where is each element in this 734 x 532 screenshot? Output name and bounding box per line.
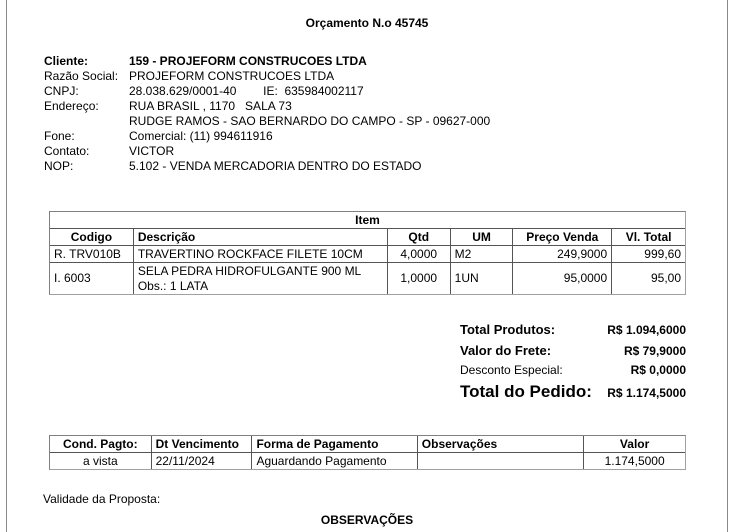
total-pedido-value: R$ 1.174,5000 — [607, 386, 686, 400]
payment-header-row — [50, 436, 685, 453]
header-codigo: Codigo — [50, 229, 134, 246]
cnpj-row — [44, 84, 490, 99]
desconto-row — [460, 363, 686, 382]
items-header-row — [50, 229, 685, 246]
fone-row — [44, 129, 490, 144]
items-caption: Item — [50, 212, 685, 229]
header-descricao: Descrição — [134, 229, 388, 246]
client-row — [44, 54, 490, 69]
fone-label: Fone: — [44, 129, 75, 143]
cell-um: 1UN — [451, 263, 514, 294]
cnpj-label: CNPJ: — [44, 84, 79, 98]
header-cond-pagto: Cond. Pagto: — [50, 436, 152, 453]
total-produtos-value: R$ 1.094,6000 — [607, 323, 686, 337]
nop-value: 5.102 - VENDA MERCADORIA DENTRO DO ESTADO — [129, 159, 422, 173]
cell-forma-pagamento: Aguardando Pagamento — [252, 453, 417, 469]
endereco-row — [44, 99, 490, 114]
cell-preco: 249,9000 — [513, 246, 612, 263]
header-vl-total: Vl. Total — [612, 229, 685, 246]
page-title: Orçamento N.o 45745 — [305, 16, 429, 30]
endereco-line2-label — [44, 114, 129, 129]
desconto-value: R$ 0,0000 — [630, 363, 686, 377]
cell-descricao-text: SELA PEDRA HIDROFULGANTE 900 ML — [137, 263, 362, 278]
cell-descricao: TRAVERTINO ROCKFACE FILETE 10CM — [134, 246, 388, 263]
cell-observacoes — [418, 453, 584, 469]
table-row — [50, 246, 685, 263]
cell-total: 95,00 — [650, 271, 681, 285]
header-dt-vencimento: Dt Vencimento — [152, 436, 253, 453]
total-pedido-label: Total do Pedido: — [460, 382, 592, 401]
items-caption-row — [50, 212, 685, 229]
valor-frete-row — [460, 343, 686, 363]
valor-frete-label: Valor do Frete: — [460, 343, 552, 358]
razao-social-label: Razão Social: — [44, 69, 119, 83]
endereco-line2-row — [44, 114, 490, 129]
cell-valor: 1.174,5000 — [604, 453, 665, 468]
payment-table — [49, 435, 686, 470]
nop-row — [44, 159, 490, 174]
contato-value: VICTOR — [129, 144, 175, 158]
items-table — [49, 211, 686, 295]
cell-codigo: R. TRV010B — [50, 246, 134, 263]
header-forma-pagamento: Forma de Pagamento — [252, 436, 417, 453]
endereco-line2-value: RUDGE RAMOS - SAO BERNARDO DO CAMPO - SP - 09627-000 — [129, 114, 491, 128]
total-produtos-row — [460, 322, 686, 343]
cell-descricao — [134, 263, 388, 294]
contato-row — [44, 144, 490, 159]
page-left-border — [6, 0, 7, 532]
cell-codigo: I. 6003 — [50, 263, 134, 294]
header-um: UM — [451, 229, 514, 246]
header-qtd: Qtd — [388, 229, 451, 246]
table-row — [50, 453, 685, 469]
valor-frete-value: R$ 79,9000 — [623, 344, 686, 358]
cell-dt-vencimento: 22/11/2024 — [152, 453, 253, 469]
endereco-value: RUA BRASIL , 1170 SALA 73 — [129, 99, 292, 113]
fone-value: Comercial: (11) 994611916 — [129, 129, 273, 143]
client-value: 159 - PROJEFORM CONSTRUCOES LTDA — [129, 54, 367, 68]
client-label: Cliente: — [44, 54, 89, 68]
header-observacoes: Observações — [418, 436, 584, 453]
desconto-label: Desconto Especial: — [460, 363, 563, 377]
validade-label: Validade da Proposta: — [43, 492, 161, 506]
total-pedido-row — [460, 382, 686, 402]
total-produtos-label: Total Produtos: — [460, 322, 556, 337]
contato-label: Contato: — [44, 144, 90, 158]
cell-cond-pagto: a vista — [50, 453, 152, 469]
razao-social-row — [44, 69, 490, 84]
razao-social-value: PROJEFORM CONSTRUCOES LTDA — [129, 69, 335, 83]
table-row — [50, 263, 685, 294]
page-right-border — [727, 0, 728, 532]
cell-descricao-obs: Obs.: 1 LATA — [137, 278, 209, 293]
cell-qtd: 4,0000 — [388, 246, 451, 263]
cnpj-value: 28.038.629/0001-40 IE: 635984002117 — [129, 84, 364, 98]
cell-preco: 95,0000 — [513, 263, 612, 294]
totals-block — [460, 322, 686, 402]
header-preco-venda: Preço Venda — [513, 229, 612, 246]
endereco-label: Endereço: — [44, 99, 99, 113]
cell-qtd: 1,0000 — [388, 263, 451, 294]
cell-total: 999,60 — [612, 246, 685, 263]
cell-um: M2 — [451, 246, 514, 263]
nop-label: NOP: — [44, 159, 74, 173]
header-valor: Valor — [584, 436, 685, 453]
client-info — [44, 54, 490, 174]
observacoes-title: OBSERVAÇÕES — [320, 513, 414, 527]
